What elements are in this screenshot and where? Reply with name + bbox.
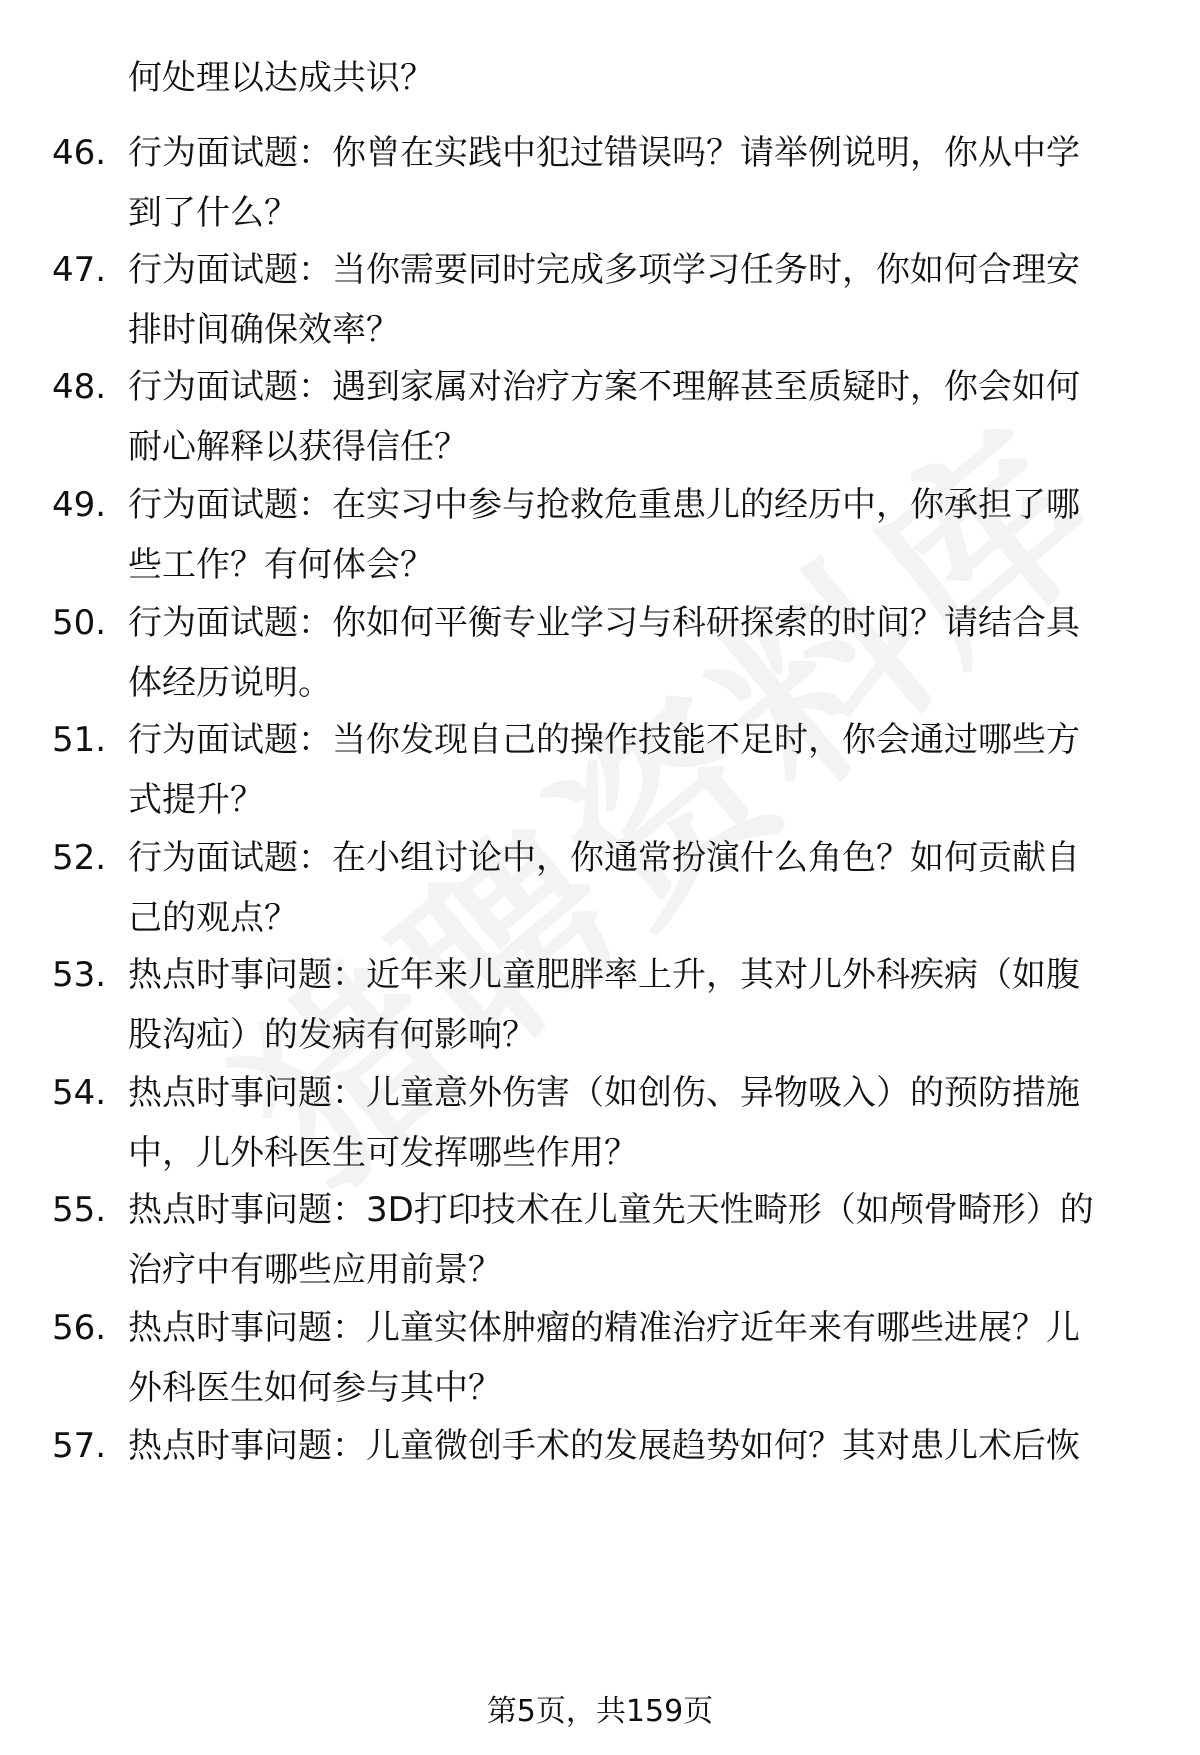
question-text — [128, 949, 1158, 1061]
question-text — [128, 244, 1158, 356]
question-text — [128, 1067, 1158, 1179]
question-text — [128, 1184, 1158, 1296]
question-line: 行为面试题：遇到家属对治疗方案不理解甚至质疑时，你会如何 — [128, 367, 1080, 407]
question-line: 式提升？ — [128, 780, 264, 820]
question-line: 行为面试题：在实习中参与抢救危重患儿的经历中，你承担了哪 — [128, 485, 1080, 525]
question-line: 外科医生如何参与其中？ — [128, 1368, 502, 1408]
question-number: 49. — [52, 485, 107, 525]
question-number: 57. — [52, 1426, 107, 1466]
question-number: 51. — [52, 720, 107, 760]
question-line: 中，儿外科医生可发挥哪些作用？ — [128, 1133, 638, 1173]
question-line: 己的观点？ — [128, 898, 298, 938]
question-line: 到了什么？ — [128, 193, 298, 233]
question-number: 56. — [52, 1308, 107, 1348]
question-number: 53. — [52, 955, 107, 995]
question-text — [128, 479, 1158, 591]
question-text — [128, 361, 1158, 473]
question-line: 热点时事问题：3D打印技术在儿童先天性畸形（如颅骨畸形）的 — [128, 1190, 1094, 1230]
question-line: 治疗中有哪些应用前景？ — [128, 1250, 502, 1290]
question-number: 50. — [52, 603, 107, 643]
question-number: 48. — [52, 367, 107, 407]
question-text — [128, 52, 1158, 104]
question-text — [128, 832, 1158, 944]
question-line: 体经历说明。 — [128, 663, 332, 703]
question-line: 热点时事问题：儿童微创手术的发展趋势如何？其对患儿术后恢 — [128, 1426, 1080, 1466]
question-line: 热点时事问题：近年来儿童肥胖率上升，其对儿外科疾病（如腹 — [128, 955, 1080, 995]
question-number: 54. — [52, 1073, 107, 1113]
question-number: 47. — [52, 250, 107, 290]
question-line: 行为面试题：你如何平衡专业学习与科研探索的时间？请结合具 — [128, 603, 1080, 643]
question-text — [128, 127, 1158, 239]
question-line: 行为面试题：当你发现自己的操作技能不足时，你会通过哪些方 — [128, 720, 1080, 760]
question-text — [128, 1420, 1158, 1472]
question-line: 何处理以达成共识？ — [128, 58, 434, 98]
question-line: 耐心解释以获得信任？ — [128, 427, 468, 467]
question-line: 些工作？有何体会？ — [128, 545, 434, 585]
question-number: 46. — [52, 133, 107, 173]
question-line: 行为面试题：当你需要同时完成多项学习任务时，你如何合理安 — [128, 250, 1080, 290]
question-line: 行为面试题：在小组讨论中，你通常扮演什么角色？如何贡献自 — [128, 838, 1080, 878]
question-line: 行为面试题：你曾在实践中犯过错误吗？请举例说明，你从中学 — [128, 133, 1080, 173]
question-text — [128, 714, 1158, 826]
question-number: 52. — [52, 838, 107, 878]
page-footer: 第5页，共159页 — [486, 1694, 714, 1729]
question-line: 热点时事问题：儿童意外伤害（如创伤、异物吸入）的预防措施 — [128, 1073, 1080, 1113]
question-line: 热点时事问题：儿童实体肿瘤的精准治疗近年来有哪些进展？儿 — [128, 1308, 1080, 1348]
question-line: 股沟疝）的发病有何影响？ — [128, 1015, 536, 1055]
question-text — [128, 597, 1158, 709]
question-number: 55. — [52, 1190, 107, 1230]
question-text — [128, 1302, 1158, 1414]
question-line: 排时间确保效率？ — [128, 310, 400, 350]
